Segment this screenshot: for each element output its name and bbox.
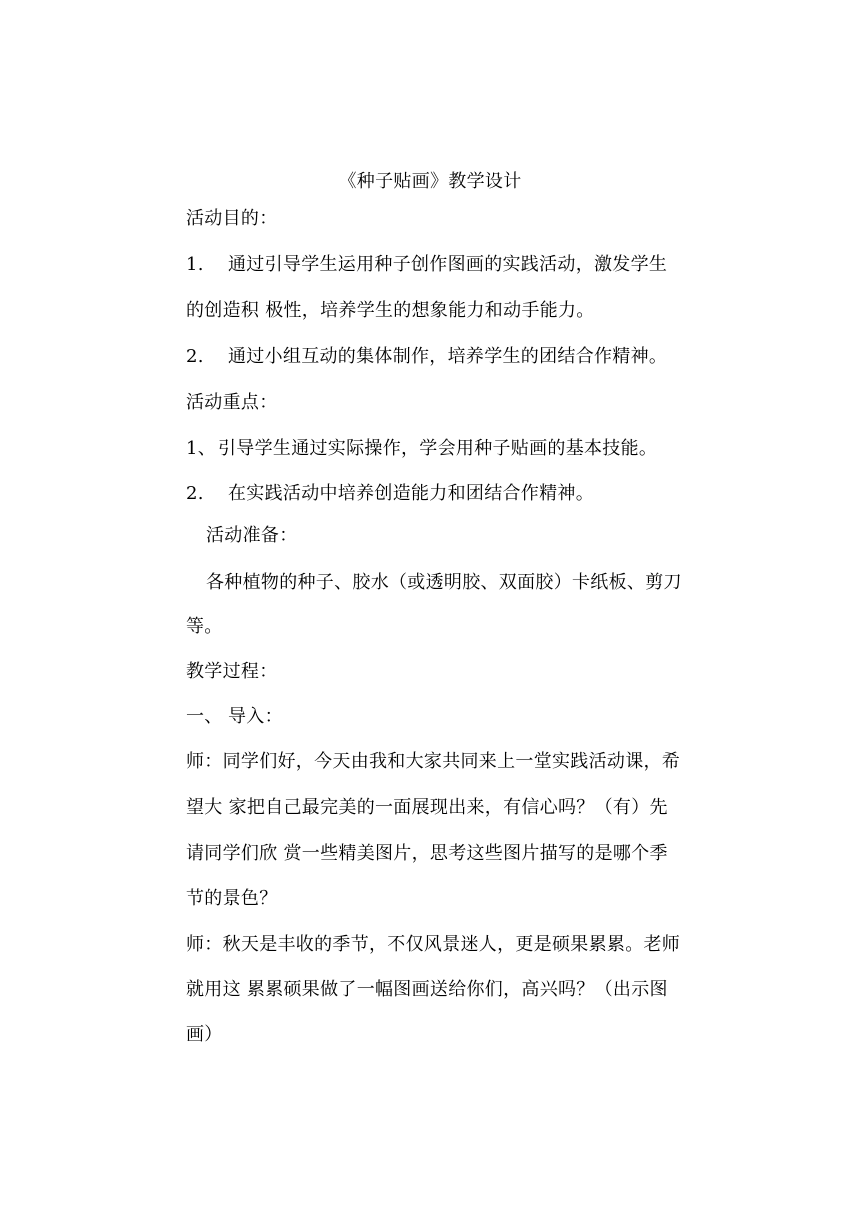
preparation-text-line2: 等。 bbox=[186, 616, 223, 637]
paragraph-1-line-3 bbox=[186, 844, 668, 864]
objective-item-2-number: 2. bbox=[186, 346, 204, 367]
focus-item-1-number: 1、 bbox=[186, 438, 217, 459]
focus-item-2-text: 在实践活动中培养创造能力和团结合作精神。 bbox=[228, 483, 594, 504]
paragraph-1-line-3a: 请同学们欣 bbox=[186, 843, 278, 864]
paragraph-1-line-2a: 望大 bbox=[186, 797, 223, 818]
document-title: 《种子贴画》教学设计 bbox=[338, 171, 522, 192]
paragraph-1-line-2b: 家把自己最完美的一面展现出来，有信心吗？（有）先 bbox=[228, 797, 668, 818]
focus-item-2-number: 2. bbox=[186, 483, 204, 504]
focus-item-1 bbox=[186, 439, 657, 459]
paragraph-1-line-4: 节的景色？ bbox=[186, 888, 278, 909]
process-section-1-title: 导入： bbox=[228, 706, 283, 727]
process-section-1 bbox=[186, 707, 283, 727]
paragraph-2-line-2a: 就用这 bbox=[186, 979, 241, 1000]
paragraph-1-line-1: 师：同学们好，今天由我和大家共同来上一堂实践活动课，希 bbox=[186, 751, 681, 772]
paragraph-1-line-2 bbox=[186, 798, 668, 818]
paragraph-1-line-3b: 赏一些精美图片，思考这些图片描写的是哪个季 bbox=[283, 843, 668, 864]
objective-item-1-number: 1. bbox=[186, 254, 204, 275]
objective-item-1 bbox=[186, 255, 667, 275]
objective-item-1-text-line2b: 极性，培养学生的想象能力和动手能力。 bbox=[265, 300, 595, 321]
objective-item-1-text-line2a: 的创造积 bbox=[186, 300, 260, 321]
objective-item-1-continuation bbox=[186, 301, 595, 321]
objective-item-1-text-line1: 通过引导学生运用种子创作图画的实践活动，激发学生 bbox=[228, 254, 668, 275]
preparation-heading: 活动准备： bbox=[206, 525, 298, 546]
paragraph-2-line-3: 画） bbox=[186, 1024, 223, 1045]
preparation-text-line1: 各种植物的种子、胶水（或透明胶、双面胶）卡纸板、剪刀 bbox=[206, 572, 682, 593]
process-section-1-number: 一、 bbox=[186, 706, 223, 727]
paragraph-2-line-1: 师：秋天是丰收的季节，不仅风景迷人，更是硕果累累。老师 bbox=[186, 934, 681, 955]
objective-item-2-text: 通过小组互动的集体制作，培养学生的团结合作精神。 bbox=[228, 346, 668, 367]
process-heading: 教学过程： bbox=[186, 661, 278, 682]
paragraph-2-line-2b: 累累硕果做了一幅图画送给你们，高兴吗？（出示图 bbox=[246, 979, 668, 1000]
focus-heading: 活动重点： bbox=[186, 392, 278, 413]
objectives-heading: 活动目的： bbox=[186, 208, 278, 229]
objective-item-2 bbox=[186, 347, 667, 367]
paragraph-2-line-2 bbox=[186, 980, 668, 1000]
focus-item-2 bbox=[186, 484, 594, 504]
focus-item-1-text: 引导学生通过实际操作，学会用种子贴画的基本技能。 bbox=[218, 438, 658, 459]
